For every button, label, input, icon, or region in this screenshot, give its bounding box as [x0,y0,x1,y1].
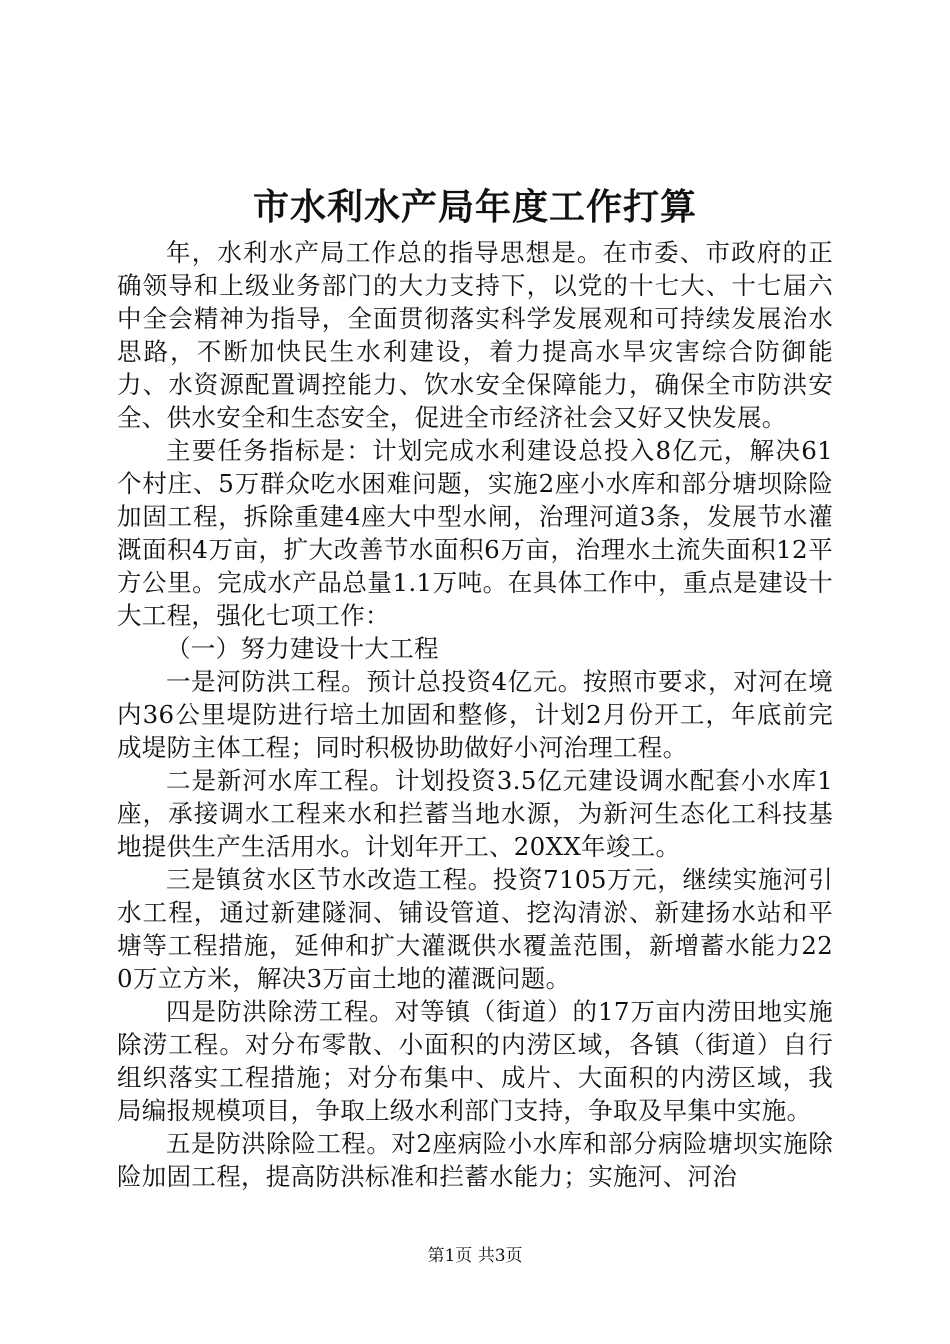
paragraph-project-1: 一是河防洪工程。预计总投资4亿元。按照市要求，对河在境内36公里堤防进行培土加固和整修，计划2月份开工，年底前完成堤防主体工程；同时积极协助做好小河治理工程。 [117,667,833,762]
paragraph-project-2: 二是新河水库工程。计划投资3.5亿元建设调水配套小水库1座，承接调水工程来水和拦蓄当地水源，为新河生态化工科技基地提供生产生活用水。计划年开工、20XX年竣工。 [117,766,833,861]
section-heading-ten-projects: （一）努力建设十大工程 [166,634,439,663]
document-body [117,236,833,1193]
document-title: 市水利水产局年度工作打算 [252,186,697,228]
paragraph-project-5: 五是防洪除险工程。对2座病险小水库和部分病险塘坝实施除险加固工程，提高防洪标准和拦蓄水能力；实施河、河治 [117,1129,833,1191]
page-footer: 第1页 共3页 [427,1246,523,1266]
paragraph-project-3: 三是镇贫水区节水改造工程。投资7105万元，继续实施河引水工程，通过新建隧洞、铺设管道、挖沟清淤、新建扬水站和平塘等工程措施，延伸和扩大灌溉供水覆盖范围，新增蓄水能力220万立方米，解决3万亩土地的灌溉问题。 [117,865,833,993]
paragraph-guiding-ideology: 年，水利水产局工作总的指导思想是。在市委、市政府的正确领导和上级业务部门的大力支持下，以党的十七大、十七届六中全会精神为指导，全面贯彻落实科学发展观和可持续发展治水思路，不断加快民生水利建设，着力提高水旱灾害综合防御能力、水资源配置调控能力、饮水安全保障能力，确保全市防洪安全、供水安全和生态安全，促进全市经济社会又好又快发展。 [117,238,833,432]
paragraph-main-targets: 主要任务指标是：计划完成水利建设总投入8亿元，解决61个村庄、5万群众吃水困难问题，实施2座小水库和部分塘坝除险加固工程，拆除重建4座大中型水闸，治理河道3条，发展节水灌溉面积4万亩，扩大改善节水面积6万亩，治理水土流失面积12平方公里。完成水产品总量1.1万吨。在具体工作中，重点是建设十大工程，强化七项工作： [117,436,833,630]
paragraph-project-4: 四是防洪除涝工程。对等镇（街道）的17万亩内涝田地实施除涝工程。对分布零散、小面积的内涝区域，各镇（街道）自行组织落实工程措施；对分布集中、成片、大面积的内涝区域，我局编报规模项目，争取上级水利部门支持，争取及早集中实施。 [117,997,833,1125]
